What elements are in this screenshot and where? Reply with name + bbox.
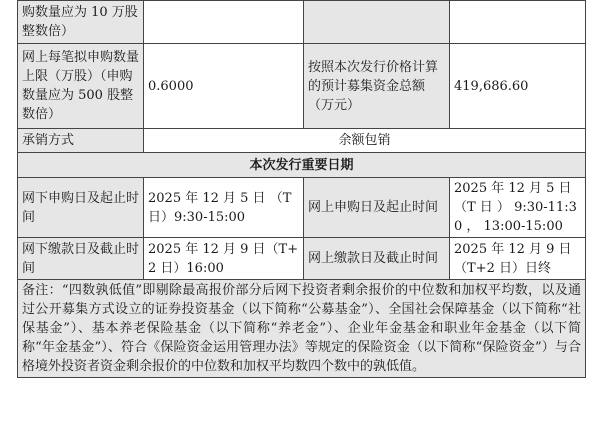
- section-title: 本次发行重要日期: [18, 153, 586, 178]
- section-header-row: [18, 153, 586, 178]
- table-row: [18, 44, 586, 129]
- table-cell: 0.6000: [144, 44, 304, 129]
- table-cell: 网下缴款日及截止时间: [18, 238, 144, 280]
- table-cell: [144, 1, 304, 44]
- table-cell: 按照本次发行价格计算的预计募集资金总额（万元）: [304, 44, 450, 129]
- table-row: [18, 129, 586, 153]
- issuance-info-table: [17, 0, 586, 378]
- note-row: [18, 280, 586, 378]
- table-cell: 网上每笔拟申购数量上限（万股）（申购数量应为 500 股整数倍）: [18, 44, 144, 129]
- table-cell: 网上缴款日及截止时间: [304, 238, 450, 280]
- table-cell: 承销方式: [18, 129, 144, 153]
- table-cell: [304, 1, 450, 44]
- table-cell: [450, 1, 586, 44]
- table-cell: 2025 年 12 月 5 日（T 日 ） 9:30-11:30 ， 13:00-15:00: [450, 178, 586, 238]
- table-cell: 2025 年 12 月 5 日 （T 日）9:30-15:00: [144, 178, 304, 238]
- table-row: [18, 178, 586, 238]
- table-cell: 2025 年 12 月 9 日（T+2 日）16:00: [144, 238, 304, 280]
- table-row: [18, 1, 586, 44]
- table-row: [18, 238, 586, 280]
- table-cell: 2025 年 12 月 9 日 （T+2 日）日终: [450, 238, 586, 280]
- table-cell: 网下申购日及起止时间: [18, 178, 144, 238]
- footnote: 备注：“四数孰低值”即剔除最高报价部分后网下投资者剩余报价的中位数和加权平均数，以及通过公开募集方式设立的证券投资基金（以下简称“公募基金”）、全国社会保障基金（以下简称“社保基金”）、基本养老保险基金（以下简称“养老金”）、企业年金基金和职业年金基金（以下简称“年金基金”）、符合《保险资金运用管理办法》等规定的保险资金（以下简称“保险资金”）与合格境外投资者资金剩余报价的中位数和加权平均数四个数中的孰低值。: [18, 280, 586, 378]
- table-cell: 419,686.60: [450, 44, 586, 129]
- table-cell: 余额包销: [144, 129, 586, 153]
- table-cell: 网上申购日及起止时间: [304, 178, 450, 238]
- table-cell: 购数量应为 10 万股整数倍）: [18, 1, 144, 44]
